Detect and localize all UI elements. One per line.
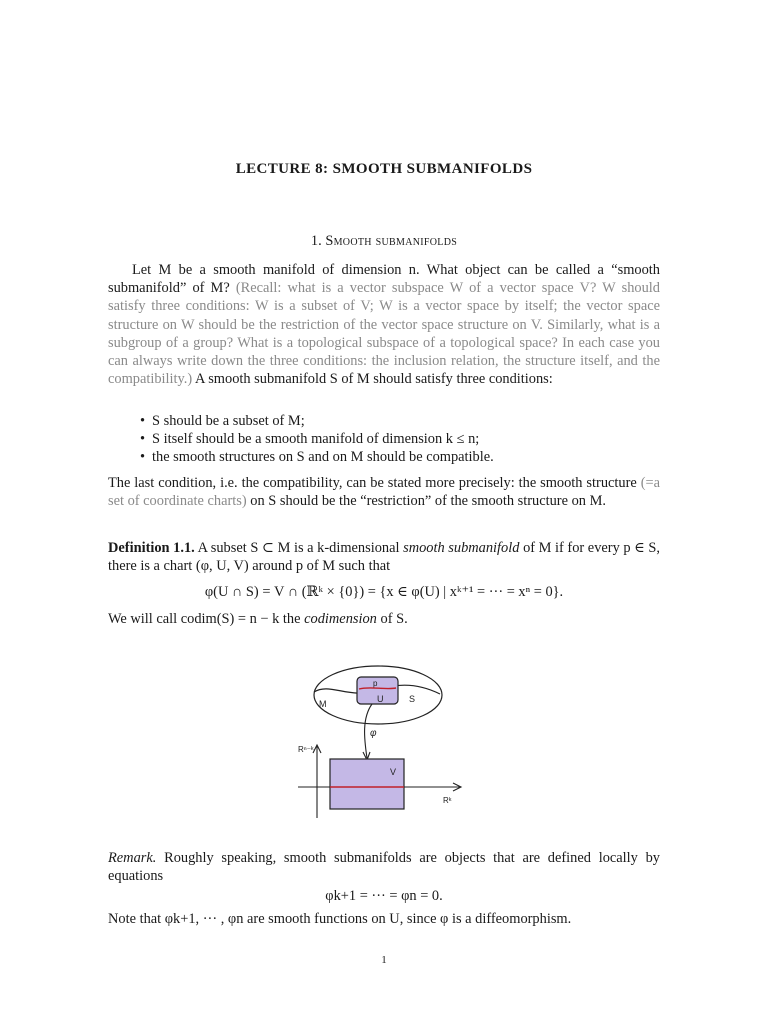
label-s: S	[409, 694, 416, 704]
curve-segment-in-u	[359, 688, 396, 689]
remark-text: Roughly speaking, smooth submanifolds are objects that are defined locally by equations	[108, 850, 660, 885]
codimension-line: We will call codim(S) = n − k the codimension of S.	[108, 611, 408, 627]
remark-note: Note that φk+1, ··· , φn are smooth functions on U, since φ is a diffeomorphism.	[108, 911, 572, 927]
definition-equation: φ(U ∩ S) = V ∩ (ℝᵏ × {0}) = {x ∈ φ(U) | xᵏ⁺¹ = ··· = xⁿ = 0}.	[204, 584, 564, 600]
compat-text: The last condition, i.e. the compatibility, can be stated more precisely: the smooth structure	[108, 475, 637, 491]
label-u: U	[377, 694, 384, 704]
condition-item: • S itself should be a smooth manifold of dimension k ≤ n;	[140, 431, 480, 448]
label-rnk: Rⁿ⁻ᵏ	[298, 745, 314, 754]
intro-tail: A smooth submanifold S of M should satisfy three conditions:	[195, 371, 553, 388]
label-rk: Rᵏ	[443, 796, 452, 805]
definition-block	[108, 539, 660, 575]
conditions-list	[140, 412, 660, 467]
section-name: Smooth submanifolds	[325, 233, 458, 249]
section-number: 1.	[310, 233, 322, 249]
remark-label: Remark.	[108, 850, 157, 866]
label-phi: φ	[370, 728, 377, 739]
definition-term: smooth submanifold	[403, 540, 520, 556]
compat-aside: (=a set of coordinate charts)	[108, 475, 660, 510]
codimension-term: codimension	[304, 611, 377, 627]
compatibility-paragraph	[108, 474, 660, 510]
intro-paragraph	[108, 261, 660, 388]
label-v: V	[390, 767, 397, 777]
definition-text-end: of M if for every p ∈ S, there is a chart (φ, U, V) around p of M such that	[108, 540, 661, 575]
condition-item: • the smooth structures on S and on M should be compatible.	[140, 449, 494, 466]
definition-text: A subset S ⊂ M is a k-dimensional	[197, 540, 400, 556]
label-m: M	[319, 699, 327, 709]
remark-paragraph	[108, 849, 660, 885]
section-heading	[0, 233, 768, 250]
remark-equation: φk+1 = ··· = φn = 0.	[325, 888, 443, 904]
definition-label: Definition 1.1.	[108, 540, 195, 556]
page-number: 1	[381, 954, 387, 966]
lecture-title: LECTURE 8: SMOOTH SUBMANIFOLDS	[235, 161, 533, 177]
intro-lead: Let M be a smooth manifold of dimension n. What object can be called a “smooth submanifold” of M?	[108, 262, 660, 297]
compat-text-end: on S should be the “restriction” of the smooth structure on M.	[250, 493, 606, 510]
condition-item: • S should be a subset of M;	[140, 413, 305, 429]
label-p: p	[373, 679, 378, 688]
intro-recall: (Recall: what is a vector subspace W of a vector space V? W should satisfy three conditions: W is a subset of V; W is a vector space by itself; the vector space structure on W should be the restriction of the vector space structure on V. Similarly, what is a subgroup of a group? What is a topological subspace of a topological space? In each case you can always write down the three conditions: the inclusion relation, the structure itself, and the compatibility.)	[108, 280, 660, 388]
submanifold-figure	[290, 660, 500, 840]
